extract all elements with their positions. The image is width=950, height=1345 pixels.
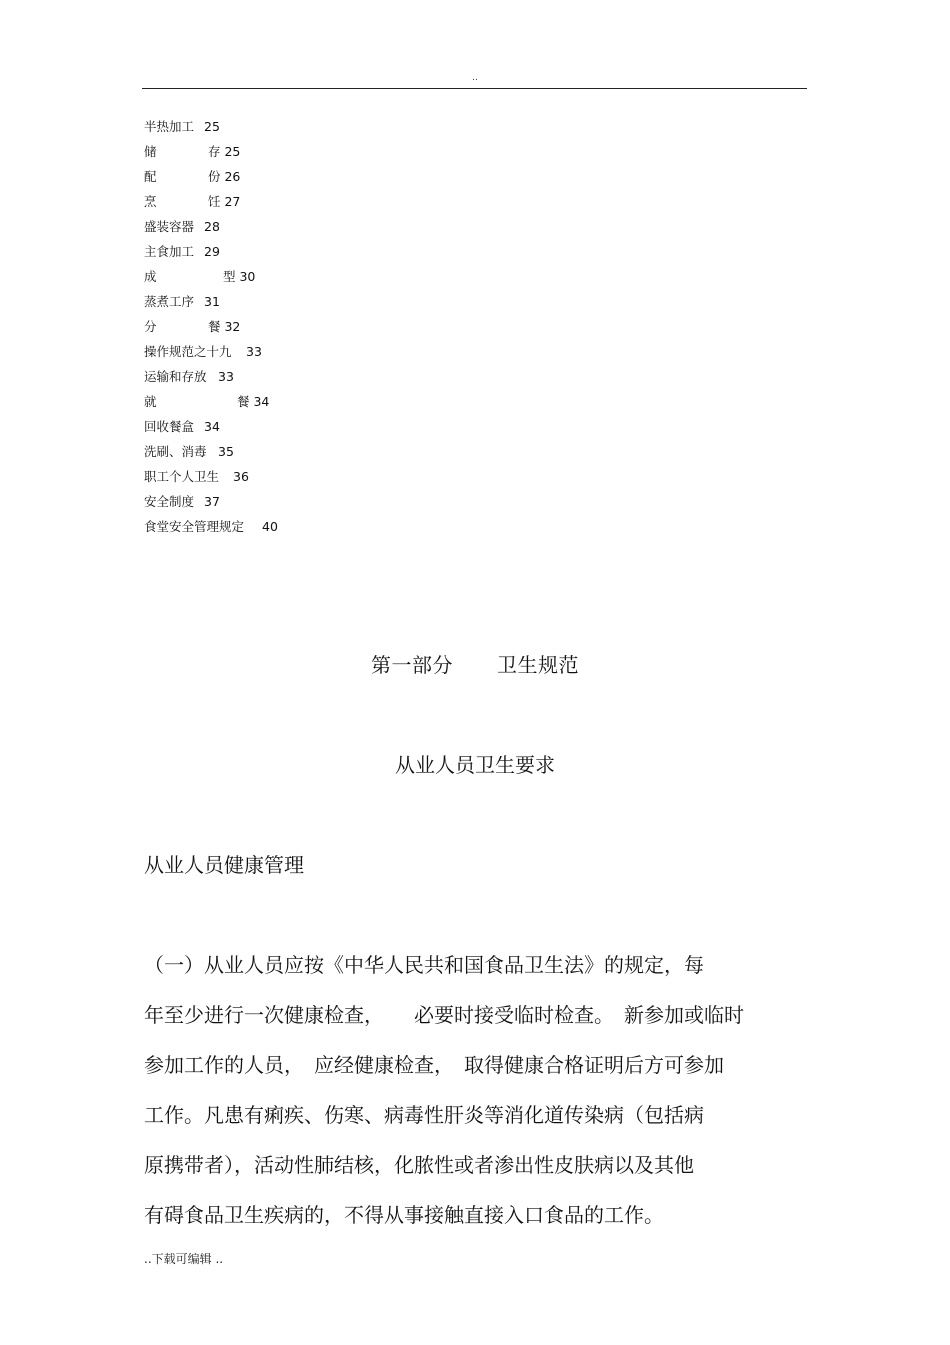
toc-row: [144, 218, 544, 243]
toc-label: 食堂安全管理规定: [144, 519, 245, 534]
paragraph-line: 工作。凡患有痢疾、伤寒、病毒性肝炎等消化道传染病（包括病: [144, 1103, 704, 1127]
toc-label: 半热加工: [144, 119, 195, 134]
toc-label: 分: [144, 319, 157, 334]
toc-row: [144, 168, 544, 193]
toc-label: 配: [144, 169, 157, 184]
toc-row: [144, 343, 544, 368]
toc-label: 就: [144, 394, 157, 409]
toc-row: [144, 318, 544, 343]
toc-row: [144, 393, 544, 418]
chapter-title: 从业人员卫生要求: [395, 753, 555, 777]
toc-page: 份 26: [208, 169, 241, 184]
toc-page: 28: [204, 219, 220, 234]
toc-page: 31: [204, 294, 220, 309]
toc-label: 盛装容器: [144, 219, 195, 234]
toc-label: 回收餐盒: [144, 419, 195, 434]
paragraph-line: （一）从业人员应按《中华人民共和国食品卫生法》的规定，每: [144, 953, 704, 977]
toc-page: 36: [233, 469, 249, 484]
toc-page: 型 30: [223, 269, 256, 284]
toc-page: 餐 32: [208, 319, 241, 334]
section-title: [0, 650, 950, 680]
toc-row: [144, 518, 544, 543]
toc-page: 29: [204, 244, 220, 259]
toc-row: [144, 418, 544, 443]
toc-row: [144, 193, 544, 218]
toc-row: [144, 468, 544, 493]
section-heading: 从业人员健康管理: [144, 853, 304, 877]
toc-label: 储: [144, 144, 157, 159]
body-paragraph: [144, 950, 824, 1250]
toc-label: 职工个人卫生: [144, 469, 220, 484]
toc-label: 操作规范之十九: [144, 344, 232, 359]
section-name: 卫生规范: [497, 653, 579, 677]
paragraph-line: 参加工作的人员， 应经健康检查， 取得健康合格证明后方可参加: [144, 1053, 724, 1077]
toc-page: 存 25: [208, 144, 241, 159]
toc-page: 25: [204, 119, 220, 134]
toc-page: 33: [246, 344, 262, 359]
toc-row: [144, 493, 544, 518]
toc-label: 蒸煮工序: [144, 294, 195, 309]
paragraph-line: 有碍食品卫生疾病的，不得从事接触直接入口食品的工作。: [144, 1203, 664, 1227]
header-mark: ..: [472, 73, 478, 83]
section-part: 第一部分: [371, 653, 453, 677]
toc-row: [144, 293, 544, 318]
footer-note: ..下载可编辑 ..: [144, 1252, 224, 1266]
paragraph-line: 原携带者），活动性肺结核，化脓性或者渗出性皮肤病以及其他: [144, 1153, 694, 1177]
toc-row: [144, 118, 544, 143]
toc-page: 饪 27: [208, 194, 241, 209]
paragraph-line: 年至少进行一次健康检查， 必要时接受临时检查。 新参加或临时: [144, 1003, 744, 1027]
toc-label: 主食加工: [144, 244, 195, 259]
toc-row: [144, 143, 544, 168]
header-rule: [142, 88, 807, 89]
toc-page: 34: [204, 419, 220, 434]
toc-page: 餐 34: [237, 394, 270, 409]
table-of-contents: [144, 118, 544, 543]
toc-row: [144, 243, 544, 268]
toc-row: [144, 268, 544, 293]
toc-page: 33: [218, 369, 234, 384]
toc-page: 35: [218, 444, 234, 459]
toc-label: 洗刷、消毒: [144, 444, 207, 459]
toc-label: 烹: [144, 194, 157, 209]
toc-label: 运输和存放: [144, 369, 207, 384]
toc-row: [144, 443, 544, 468]
toc-label: 成: [144, 269, 157, 284]
toc-page: 37: [204, 494, 220, 509]
toc-label: 安全制度: [144, 494, 195, 509]
toc-page: 40: [262, 519, 278, 534]
toc-row: [144, 368, 544, 393]
